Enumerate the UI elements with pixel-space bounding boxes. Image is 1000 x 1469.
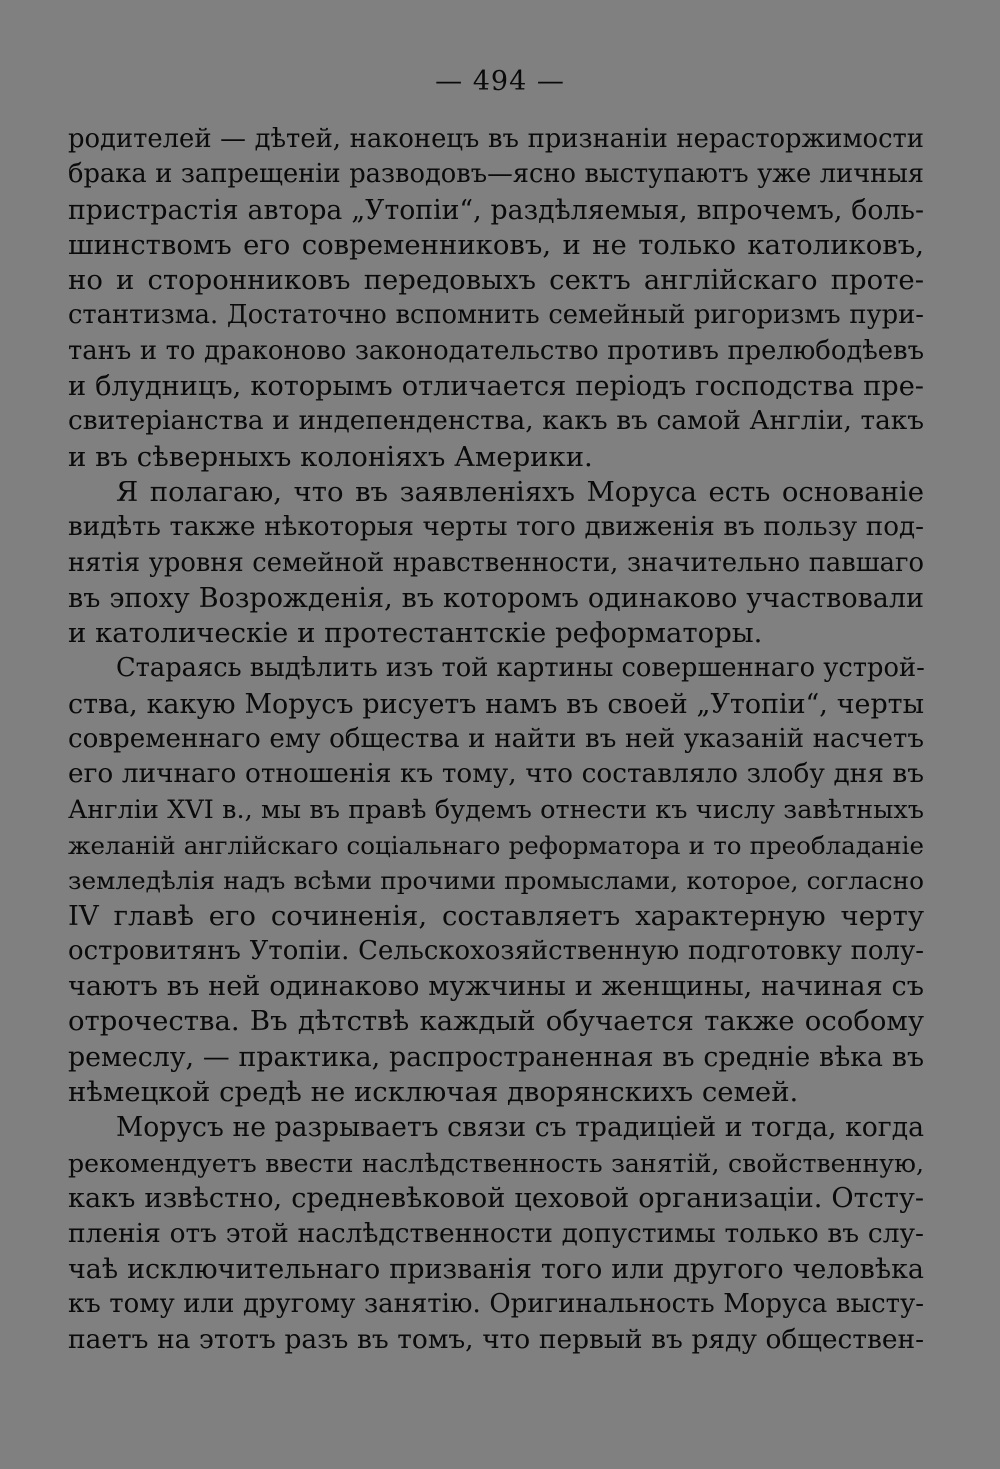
text-line: какъ извѣстно, средневѣковой цеховой организацiи. Отсту- [68, 1182, 924, 1214]
text-line: къ тому или другому занятiю. Оригинальность Моруса высту- [68, 1288, 924, 1319]
text-line: отрочества. Въ дѣтствѣ каждый обучается также особому [68, 1005, 924, 1038]
text-line: брака и запрещенiи разводовъ—ясно выступаютъ уже личныя [68, 159, 924, 190]
text-line: но и сторонниковъ передовыхъ сектъ англiйскаго проте- [68, 264, 924, 297]
text-line: видѣть также нѣкоторыя черты того движенiя въ пользу под- [68, 512, 924, 543]
text-line: ства, какую Морусъ рисуетъ намъ въ своей „Утопiи“, черты [68, 688, 924, 720]
text-line: IV главѣ его сочиненiя, составляетъ характерную черту [68, 899, 924, 932]
text-line: Морусъ не разрываетъ связи съ традицiей и тогда, когда [116, 1112, 924, 1144]
text-line: шинствомъ его современниковъ, и не только католиковъ, [68, 228, 924, 261]
text-line: танъ и то драконово законодательство противъ прелюбодѣевъ [68, 335, 924, 366]
text-line: и въ сѣверныхъ колонiяхъ Америки. [68, 440, 593, 473]
text-line: ремеслу, — практика, распространенная въ среднiе вѣка въ [68, 1041, 924, 1073]
text-line: Я полагаю, что въ заявленiяхъ Моруса есть основанiе [116, 475, 924, 508]
text-line: его личнаго отношенiя къ тому, что составляло злобу дня въ [68, 759, 924, 790]
text-line: пристрастiя автора „Утопiи“, раздѣляемыя, впрочемъ, боль- [68, 194, 924, 226]
paragraph-2 [68, 475, 924, 651]
text-line: родителей — дѣтей, наконецъ въ признанiи нерасторжимости [68, 124, 924, 154]
text-line: современнаго ему общества и найти въ ней указанiй насчетъ [68, 724, 924, 755]
text-line: чаютъ въ ней одинаково мужчины и женщины, начиная съ [68, 971, 924, 1003]
text-line: желанiй англiйскаго соцiальнаго реформатора и то преобладанiе [68, 830, 924, 860]
text-line: Стараясь выдѣлить изъ той картины совершеннаго устрой- [116, 653, 925, 684]
text-line: паетъ на этотъ разъ въ томъ, что первый въ ряду обществен- [68, 1324, 924, 1356]
body-text [68, 122, 924, 1357]
paragraph-1 [68, 122, 924, 475]
text-line: Англiи XVI в., мы въ правѣ будемъ отнести къ числу завѣтныхъ [68, 794, 924, 825]
page-number: — 494 — [435, 66, 565, 97]
text-line: пленiя отъ этой наслѣдственности допустимы только въ слу- [68, 1218, 924, 1250]
text-line: чаѣ исключительнаго призванiя того или другого человѣка [68, 1253, 924, 1285]
text-line: земледѣлiя надъ всѣми прочими промыслами, которое, согласно [68, 866, 924, 896]
text-line: стантизма. Достаточно вспомнить семейный ригоризмъ пури- [68, 300, 924, 331]
text-line: рекомендуетъ ввести наслѣдственность занятiй, свойственную, [68, 1148, 924, 1178]
text-line: нѣмецкой средѣ не исключая дворянскихъ семей. [68, 1076, 799, 1109]
text-line: островитянъ Утопiи. Сельскохозяйственную подготовку полу- [68, 935, 924, 966]
paragraph-4 [68, 1110, 924, 1357]
text-line: свитерiанства и индепенденства, какъ въ самой Англiи, такъ [68, 406, 924, 437]
text-line: и блудницъ, которымъ отличается перiодъ господства пре- [68, 371, 924, 403]
paragraph-3 [68, 651, 924, 1110]
text-line: нятiя уровня семейной нравственности, значительно павшаго [68, 547, 924, 578]
text-line: и католическiе и протестантскiе реформаторы. [68, 617, 763, 650]
text-line: въ эпоху Возрожденiя, въ которомъ одинаково участвовали [68, 582, 924, 614]
